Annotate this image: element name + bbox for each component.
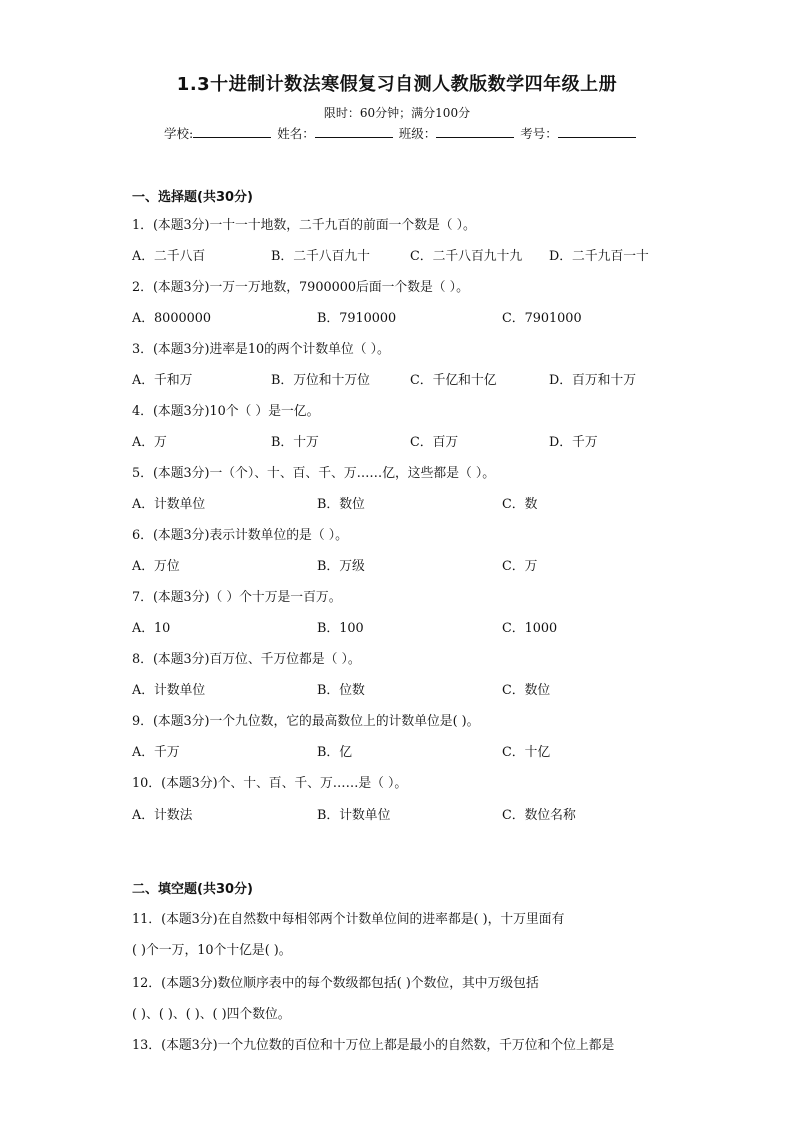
option: A．计数法: [132, 808, 193, 823]
option: A．万: [132, 435, 167, 450]
options-6: [132, 555, 672, 573]
class-blank: [436, 125, 514, 138]
exam-no-blank: [558, 125, 636, 138]
options-1: [132, 245, 672, 263]
options-7: [132, 617, 672, 635]
option: D．二千九百一十: [549, 249, 649, 264]
options-2: [132, 307, 672, 325]
option: A．二千八百: [132, 249, 206, 264]
option: D．百万和十万: [549, 373, 637, 388]
options-9: [132, 741, 672, 759]
question-8: 8．(本题3分)百万位、千万位都是（ ）。: [132, 652, 361, 667]
option: A．计数单位: [132, 683, 206, 698]
option: B．位数: [317, 683, 365, 698]
options-4: [132, 431, 672, 449]
name-blank: [315, 125, 393, 138]
option: A．千万: [132, 745, 180, 760]
option: A．千和万: [132, 373, 193, 388]
option: C．1000: [502, 621, 558, 636]
question-7: 7．(本题3分)（ ）个十万是一百万。: [132, 590, 342, 605]
option: C．数位名称: [502, 808, 576, 823]
question-5: 5．(本题3分)一（个）、十、百、千、万……亿，这些都是（ ）。: [132, 466, 496, 481]
option: A．计数单位: [132, 497, 206, 512]
question-11-line-1: 11．(本题3分)在自然数中每相邻两个计数单位间的进率都是( )，十万里面有: [132, 912, 565, 927]
option: A．万位: [132, 559, 180, 574]
option: B．二千八百九十: [271, 249, 370, 264]
option: A．8000000: [132, 311, 212, 326]
option: B．万位和十万位: [271, 373, 370, 388]
option: B．万级: [317, 559, 365, 574]
question-2: 2．(本题3分)一万一万地数，7900000后面一个数是（ ）。: [132, 280, 469, 295]
question-9: 9．(本题3分)一个九位数，它的最高数位上的计数单位是( )。: [132, 714, 480, 729]
question-6: 6．(本题3分)表示计数单位的是（ ）。: [132, 528, 348, 543]
option: B．7910000: [317, 311, 397, 326]
question-12-line-2: ( )、( )、( )、( )四个数位。: [132, 1007, 291, 1022]
question-3: 3．(本题3分)进率是10的两个计数单位（ ）。: [132, 342, 390, 357]
question-13-line-1: 13．(本题3分)一个九位数的百位和十万位上都是最小的自然数，千万位和个位上都是: [132, 1038, 615, 1053]
question-11-line-2: ( )个一万，10个十亿是( )。: [132, 943, 292, 958]
option: C．二千八百九十九: [410, 249, 523, 264]
question-12-line-1: 12．(本题3分)数位顺序表中的每个数级都包括( )个数位，其中万级包括: [132, 976, 539, 991]
option: B．十万: [271, 435, 319, 450]
question-10: 10．(本题3分)个、十、百、千、万……是（ ）。: [132, 776, 408, 791]
school-blank: [193, 125, 271, 138]
exam-no-label: 考号：: [520, 126, 558, 141]
school-label: 学校:: [164, 126, 194, 141]
option: C．7901000: [502, 311, 582, 326]
option: B．计数单位: [317, 808, 391, 823]
student-info-line: [164, 124, 638, 142]
option: C．数位: [502, 683, 551, 698]
options-3: [132, 369, 672, 387]
option: C．十亿: [502, 745, 551, 760]
option: B．亿: [317, 745, 352, 760]
time-info: 限时：60分钟；满分100分: [323, 106, 471, 120]
class-label: 班级：: [398, 126, 437, 141]
options-8: [132, 679, 672, 697]
section-heading-fill: 二、填空题(共30分): [132, 882, 253, 897]
option: C．万: [502, 559, 538, 574]
option: C．百万: [410, 435, 459, 450]
option: B．数位: [317, 497, 365, 512]
option: C．数: [502, 497, 538, 512]
page-title: 1.3十进制计数法寒假复习自测人教版数学四年级上册: [176, 74, 618, 95]
section-heading-choice: 一、选择题(共30分): [132, 190, 253, 205]
question-1: 1．(本题3分)一十一十地数，二千九百的前面一个数是（ ）。: [132, 218, 476, 233]
question-4: 4．(本题3分)10个（ ）是一亿。: [132, 404, 320, 419]
options-10: [132, 804, 672, 822]
options-5: [132, 493, 672, 511]
option: C．千亿和十亿: [410, 373, 497, 388]
option: B．100: [317, 621, 364, 636]
name-label: 姓名：: [277, 126, 315, 141]
option: D．千万: [549, 435, 598, 450]
option: A．10: [132, 621, 171, 636]
